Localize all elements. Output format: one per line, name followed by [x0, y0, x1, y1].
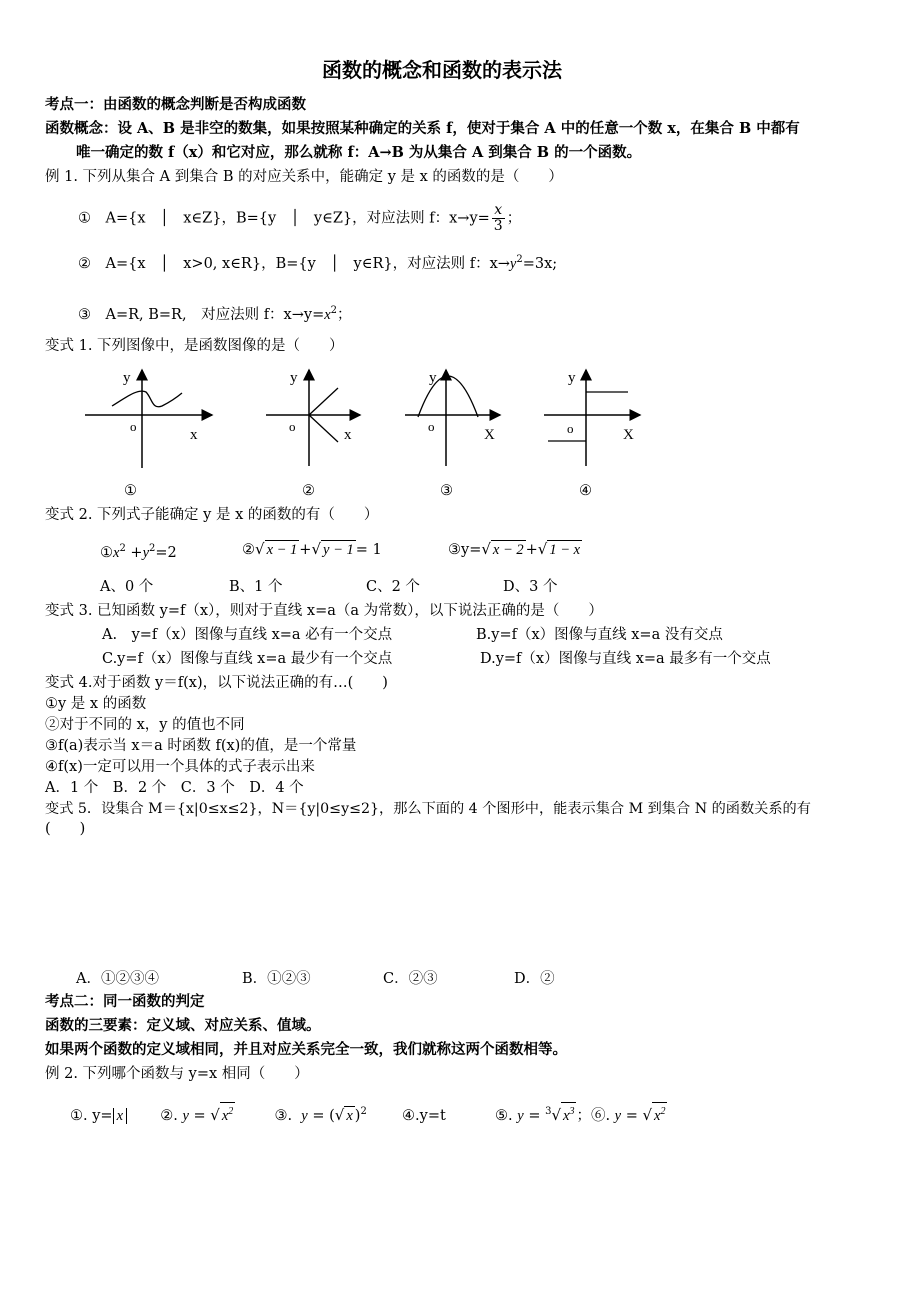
graph-4-y-label: y	[568, 370, 576, 386]
ex1-option-3-text: ③ A=R, B=R, 对应法则 f：x→y=	[78, 306, 325, 323]
ex1-option-2: ② A={x │ x>0, x∈R}，B={y │ y∈R}，对应法则 f：$x\to y^2=3x$;	[78, 254, 558, 272]
ex2-option-4: ④.y=t	[402, 1107, 446, 1124]
graph-4-origin: o	[567, 421, 574, 436]
v5-question-blank: ( )	[45, 821, 86, 837]
v3-choice-b: B.y=f（x）图像与直线 x=a 没有交点	[476, 627, 723, 643]
graph-1	[85, 370, 212, 468]
v3-choice-c: C.y=f（x）图像与直线 x=a 最少有一个交点	[102, 651, 393, 667]
graph-1-y-label: y	[123, 370, 131, 386]
v3-choice-d: D.y=f（x）图像与直线 x=a 最多有一个交点	[480, 651, 771, 667]
v2-choice-c: C、2 个	[366, 579, 420, 595]
v4-item-4: ④f(x)一定可以用一个具体的式子表示出来	[45, 759, 315, 775]
ex1-option-2-text: ② A={x │ x>0, x∈R}，B={y │ y∈R}，对应法则 f：x→	[78, 255, 510, 272]
ex2-option-5: ⑤. y = $^3$√ $x^3$	[495, 1108, 576, 1124]
graph-label-2: ②	[302, 483, 315, 499]
v4-choices: A．1 个 B．2 个 C．3 个 D．4 个	[45, 780, 304, 796]
v1-question: 变式 1. 下列图像中，是函数图像的是（ ）	[45, 338, 344, 354]
kp1-definition-line1: 函数概念：设 A、B 是非空的数集，如果按照某种确定的关系 f，使对于集合 A 中的任意一个数 x，在集合 B 中都有	[45, 120, 800, 137]
graph-2-x-label: x	[344, 427, 352, 443]
ex2-option-3: ③. y = (√ x )$^2$	[274, 1105, 367, 1124]
graph-2-y-label: y	[290, 370, 298, 386]
ex1-option-1-text: ① A={x │ x∈Z}，B={y │ y∈Z}，对应法则 f：x→y=	[78, 210, 490, 227]
graph-3-y-label: y	[429, 370, 437, 386]
graph-label-1: ①	[124, 483, 137, 499]
graph-2-ray-up	[309, 388, 338, 415]
graph-1-x-label: x	[190, 427, 198, 443]
graph-3-origin: o	[428, 419, 435, 434]
ex1-question: 例 1. 下列从集合 A 到集合 B 的对应关系中，能确定 y 是 x 的函数的是（ ）	[45, 169, 563, 185]
v5-question: 变式 5．设集合 M＝{x|0≤x≤2}，N＝{y|0≤y≤2}，那么下面的 4 个图形中，能表示集合 M 到集合 N 的函数关系的有	[45, 801, 811, 817]
v4-question: 变式 4.对于函数 y＝f(x)，以下说法正确的有…( )	[45, 675, 388, 691]
v2-expression-3: ③y=√ x − 2 +√ 1 − x	[448, 540, 581, 558]
page-title: 函数的概念和函数的表示法	[322, 58, 562, 82]
v5-choice-c: C．②③	[383, 971, 438, 987]
v5-choice-a: A．①②③④	[76, 971, 159, 987]
graph-1-curve	[112, 391, 182, 407]
v4-item-2: ②对于不同的 x，y 的值也不同	[45, 717, 245, 733]
ex2-question: 例 2. 下列哪个函数与 y=x 相同（ ）	[45, 1066, 309, 1082]
graph-1-origin: o	[130, 419, 137, 434]
v5-choice-d: D．②	[514, 971, 555, 987]
graph-2-origin: o	[289, 419, 296, 434]
v2-question: 变式 2. 下列式子能确定 y 是 x 的函数的有（ ）	[45, 507, 379, 523]
graph-label-4: ④	[579, 483, 592, 499]
ex2-option-2: ②. y = √ $x^2$	[160, 1108, 235, 1124]
v3-choice-a: A. y=f（x）图像与直线 x=a 必有一个交点	[102, 627, 393, 643]
ex2-options: ①. y= x ②. y = √ $x^2$ ③. y = (√ x )$^2$ ④.y=t ⑤. y = $^3$√ $x^3$ ；⑥. y = √ $x^2$	[70, 1102, 667, 1125]
v2-choice-b: B、1 个	[229, 579, 283, 595]
graph-4	[544, 370, 640, 466]
graph-2-ray-down	[309, 415, 338, 442]
v2-choice-d: D、3 个	[503, 579, 558, 595]
kp2-three-elements: 函数的三要素：定义域、对应关系、值域。	[45, 1017, 321, 1034]
kp1-definition-line2: 唯一确定的数 f（x）和它对应，那么就称 f：A→B 为从集合 A 到集合 B 的一个函数。	[76, 144, 642, 161]
fraction-x-over-3: $\frac{x}{3}$	[493, 202, 503, 234]
kp2-equal-functions: 如果两个函数的定义域相同，并且对应关系完全一致，我们就称这两个函数相等。	[45, 1041, 567, 1058]
graph-2	[266, 370, 360, 466]
v1-graphs	[0, 360, 920, 510]
ex2-option-6: y = √ $x^2$	[615, 1108, 668, 1124]
kp1-heading: 考点一：由函数的概念判断是否构成函数	[45, 96, 306, 113]
v4-item-3: ③f(a)表示当 x＝a 时函数 f(x)的值，是一个常量	[45, 738, 357, 754]
kp2-heading: 考点二：同一函数的判定	[45, 993, 205, 1010]
v2-expression-1: $①x^2 +y^2=2$	[100, 543, 177, 561]
ex1-option-1: ① A={x │ x∈Z}，B={y │ y∈Z}，对应法则 f：x→y= $\frac{x}{3}$ ；	[78, 202, 522, 234]
ex1-option-3: ③ A=R, B=R, 对应法则 f：$x\to y=x^2$；	[78, 305, 352, 323]
graph-3-parabola	[418, 376, 478, 417]
v5-choice-b: B．①②③	[242, 971, 311, 987]
v4-item-1: ①y 是 x 的函数	[45, 696, 147, 712]
ex2-option-1: ①. y= x	[70, 1108, 127, 1124]
graph-4-x-label: X	[623, 427, 634, 443]
v3-question: 变式 3. 已知函数 y=f（x），则对于直线 x=a（a 为常数），以下说法正确的是（ ）	[45, 603, 603, 619]
graph-3-x-label: X	[484, 427, 495, 443]
graph-label-3: ③	[440, 483, 453, 499]
graph-3	[405, 370, 500, 466]
v2-expression-2: ②√ x − 1 +√ y − 1 = 1	[242, 540, 382, 558]
v2-choice-a: A、0 个	[100, 579, 154, 595]
